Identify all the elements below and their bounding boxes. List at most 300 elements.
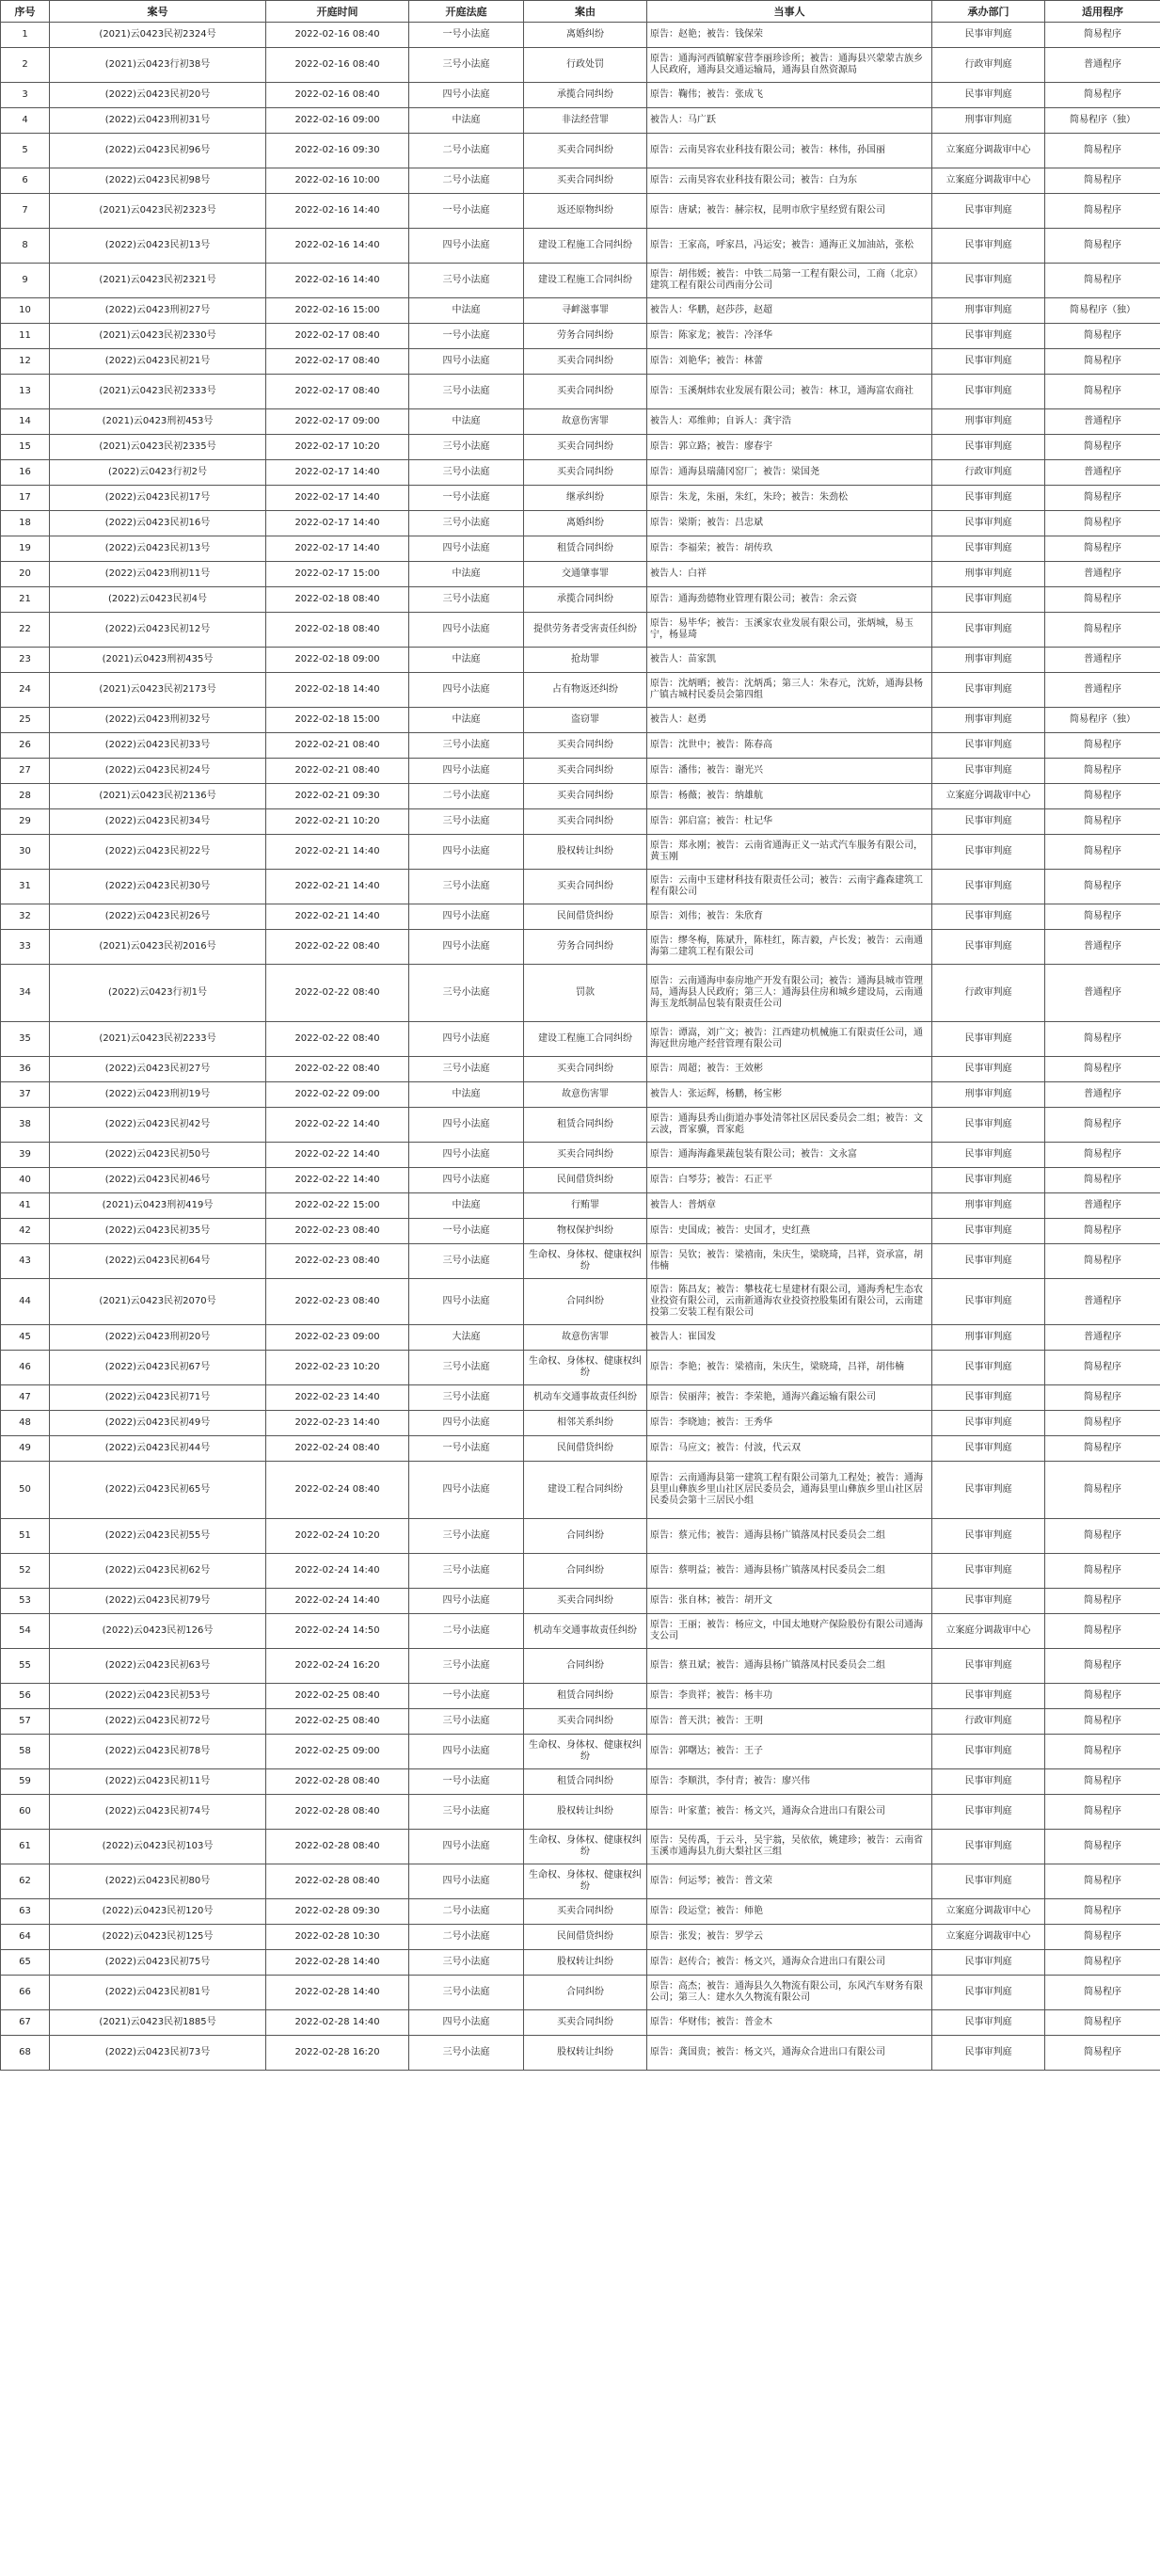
cell-procedure: 简易程序: [1045, 1735, 1160, 1769]
cell-hearing-time: 2022-02-16 08:40: [266, 48, 409, 83]
cell-courtroom: 三号小法庭: [409, 264, 524, 298]
cell-hearing-time: 2022-02-21 14:40: [266, 870, 409, 904]
cell-index: 31: [1, 870, 50, 904]
table-row: [1, 1769, 1160, 1795]
cell-index: 59: [1, 1769, 50, 1795]
cell-department: 民事审判庭: [932, 1554, 1045, 1589]
cell-department: 刑事审判庭: [932, 1325, 1045, 1351]
cell-hearing-time: 2022-02-23 14:40: [266, 1385, 409, 1411]
cell-cause: 买卖合同纠纷: [524, 134, 647, 168]
cell-index: 2: [1, 48, 50, 83]
cell-case-no: (2022)云0423民初62号: [50, 1554, 266, 1589]
cell-index: 22: [1, 613, 50, 648]
cell-parties: 原告：刘艳华；被告：林蕾: [647, 349, 932, 375]
table-row: [1, 1022, 1160, 1057]
cell-case-no: (2021)云0423民初2136号: [50, 784, 266, 809]
table-row: [1, 965, 1160, 1022]
cell-cause: 租赁合同纠纷: [524, 1108, 647, 1143]
cell-cause: 寻衅滋事罪: [524, 298, 647, 324]
cell-index: 68: [1, 2036, 50, 2071]
cell-department: 民事审判庭: [932, 1830, 1045, 1864]
cell-courtroom: 四号小法庭: [409, 1589, 524, 1614]
cell-courtroom: 一号小法庭: [409, 1769, 524, 1795]
cell-hearing-time: 2022-02-17 14:40: [266, 536, 409, 562]
cell-hearing-time: 2022-02-18 08:40: [266, 613, 409, 648]
table-row: [1, 1436, 1160, 1462]
cell-department: 民事审判庭: [932, 486, 1045, 511]
cell-case-no: (2022)云0423行初1号: [50, 965, 266, 1022]
cell-index: 27: [1, 759, 50, 784]
table-row: [1, 1108, 1160, 1143]
cell-case-no: (2021)云0423刑初419号: [50, 1193, 266, 1219]
cell-hearing-time: 2022-02-22 15:00: [266, 1193, 409, 1219]
cell-procedure: 普通程序: [1045, 930, 1160, 965]
cell-department: 民事审判庭: [932, 1649, 1045, 1684]
cell-hearing-time: 2022-02-24 10:20: [266, 1519, 409, 1554]
cell-cause: 合同纠纷: [524, 1976, 647, 2010]
table-row: [1, 511, 1160, 536]
cell-cause: 买卖合同纠纷: [524, 733, 647, 759]
cell-courtroom: 中法庭: [409, 298, 524, 324]
cell-cause: 买卖合同纠纷: [524, 1143, 647, 1168]
cell-courtroom: 四号小法庭: [409, 673, 524, 708]
cell-cause: 生命权、身体权、健康权纠纷: [524, 1864, 647, 1899]
cell-index: 10: [1, 298, 50, 324]
cell-procedure: 简易程序（独）: [1045, 298, 1160, 324]
cell-index: 40: [1, 1168, 50, 1193]
cell-department: 民事审判庭: [932, 835, 1045, 870]
cell-procedure: 普通程序: [1045, 1279, 1160, 1325]
cell-cause: 劳务合同纠纷: [524, 324, 647, 349]
cell-cause: 机动车交通事故责任纠纷: [524, 1385, 647, 1411]
table-row: [1, 1976, 1160, 2010]
cell-department: 民事审判庭: [932, 1864, 1045, 1899]
cell-hearing-time: 2022-02-16 15:00: [266, 298, 409, 324]
cell-parties: 原告：梁斯；被告：吕忠斌: [647, 511, 932, 536]
cell-department: 刑事审判庭: [932, 648, 1045, 673]
table-row: [1, 298, 1160, 324]
cell-index: 53: [1, 1589, 50, 1614]
cell-hearing-time: 2022-02-22 08:40: [266, 965, 409, 1022]
cell-procedure: 简易程序: [1045, 904, 1160, 930]
cell-parties: 原告：李艳；被告：梁禧南，朱庆生，梁晓琦，吕祥，胡伟楠: [647, 1351, 932, 1385]
cell-parties: 原告：郭曙达；被告：王子: [647, 1735, 932, 1769]
cell-department: 民事审判庭: [932, 83, 1045, 108]
cell-cause: 承揽合同纠纷: [524, 83, 647, 108]
table-row: [1, 809, 1160, 835]
cell-cause: 买卖合同纠纷: [524, 435, 647, 460]
cell-hearing-time: 2022-02-25 09:00: [266, 1735, 409, 1769]
cell-parties: 被告人：赵勇: [647, 708, 932, 733]
table-row: [1, 2036, 1160, 2071]
cell-department: 民事审判庭: [932, 1684, 1045, 1709]
cell-procedure: 简易程序: [1045, 511, 1160, 536]
cell-case-no: (2021)云0423刑初453号: [50, 409, 266, 435]
cell-procedure: 普通程序: [1045, 562, 1160, 587]
cell-cause: 抢劫罪: [524, 648, 647, 673]
cell-case-no: (2022)云0423刑初31号: [50, 108, 266, 134]
cell-parties: 原告：朱龙，朱丽，朱红，朱玲；被告：朱劲松: [647, 486, 932, 511]
cell-procedure: 普通程序: [1045, 409, 1160, 435]
cell-hearing-time: 2022-02-18 14:40: [266, 673, 409, 708]
cell-department: 民事审判庭: [932, 349, 1045, 375]
cell-parties: 原告：白琴芬；被告：石正平: [647, 1168, 932, 1193]
cell-parties: 原告：潘伟；被告：谢光兴: [647, 759, 932, 784]
cell-case-no: (2022)云0423民初67号: [50, 1351, 266, 1385]
table-row: [1, 108, 1160, 134]
cell-index: 20: [1, 562, 50, 587]
cell-case-no: (2021)云0423民初2233号: [50, 1022, 266, 1057]
cell-parties: 原告：缪冬梅，陈斌升，陈桂红，陈吉毅，卢长发；被告：云南通海第二建筑工程有限公司: [647, 930, 932, 965]
cell-department: 民事审判庭: [932, 1351, 1045, 1385]
cell-parties: 原告：云南通海县第一建筑工程有限公司第九工程处；被告：通海县里山彝族乡里山社区居民委员会，通海县里山彝族乡里山社区居民委员会第十三居民小组: [647, 1462, 932, 1519]
cell-cause: 故意伤害罪: [524, 1082, 647, 1108]
cell-hearing-time: 2022-02-21 08:40: [266, 733, 409, 759]
cell-courtroom: 中法庭: [409, 562, 524, 587]
cell-department: 立案庭分调裁审中心: [932, 1899, 1045, 1925]
cell-courtroom: 三号小法庭: [409, 460, 524, 486]
cell-case-no: (2022)云0423民初11号: [50, 1769, 266, 1795]
cell-courtroom: 中法庭: [409, 708, 524, 733]
table-row: [1, 1830, 1160, 1864]
cell-index: 25: [1, 708, 50, 733]
cell-case-no: (2022)云0423民初120号: [50, 1899, 266, 1925]
cell-cause: 租赁合同纠纷: [524, 536, 647, 562]
cell-cause: 建设工程施工合同纠纷: [524, 229, 647, 264]
cell-procedure: 简易程序: [1045, 1022, 1160, 1057]
cell-courtroom: 三号小法庭: [409, 2036, 524, 2071]
cell-hearing-time: 2022-02-21 09:30: [266, 784, 409, 809]
cell-hearing-time: 2022-02-24 16:20: [266, 1649, 409, 1684]
cell-cause: 生命权、身体权、健康权纠纷: [524, 1351, 647, 1385]
cell-parties: 原告：谭嵩，刘广文；被告：江西建功机械施工有限责任公司，通海冠世房地产经营管理有限公司: [647, 1022, 932, 1057]
cell-courtroom: 二号小法庭: [409, 168, 524, 194]
cell-procedure: 简易程序: [1045, 1950, 1160, 1976]
cell-cause: 合同纠纷: [524, 1279, 647, 1325]
cell-parties: 原告：李贵祥；被告：杨丰功: [647, 1684, 932, 1709]
cell-parties: 原告：沈炳晒；被告：沈炳禹；第三人：朱春元，沈娇，通海县杨广镇古城村民委员会第四组: [647, 673, 932, 708]
cell-procedure: 简易程序: [1045, 2036, 1160, 2071]
cell-index: 43: [1, 1244, 50, 1279]
cell-procedure: 简易程序: [1045, 375, 1160, 409]
cell-parties: 原告：蔡元伟；被告：通海县杨广镇落凤村民委员会二组: [647, 1519, 932, 1554]
cell-cause: 股权转让纠纷: [524, 2036, 647, 2071]
cell-parties: 原告：陈家龙；被告：冷泽华: [647, 324, 932, 349]
cell-procedure: 简易程序（独）: [1045, 108, 1160, 134]
cell-index: 1: [1, 23, 50, 48]
cell-procedure: 简易程序: [1045, 1769, 1160, 1795]
table-row: [1, 613, 1160, 648]
cell-parties: 原告：玉溪炯炜农业发展有限公司；被告：林卫，通海富农商社: [647, 375, 932, 409]
cell-parties: 原告：龚国贵；被告：杨文兴，通海众合进出口有限公司: [647, 2036, 932, 2071]
cell-department: 民事审判庭: [932, 23, 1045, 48]
cell-cause: 合同纠纷: [524, 1554, 647, 1589]
cell-parties: 原告：李福荣；被告：胡传玖: [647, 536, 932, 562]
cell-procedure: 简易程序: [1045, 835, 1160, 870]
cell-hearing-time: 2022-02-25 08:40: [266, 1709, 409, 1735]
cell-department: 行政审判庭: [932, 965, 1045, 1022]
cell-hearing-time: 2022-02-17 09:00: [266, 409, 409, 435]
col-header-case-no: 案号: [50, 1, 266, 23]
cell-courtroom: 一号小法庭: [409, 194, 524, 229]
cell-hearing-time: 2022-02-22 08:40: [266, 930, 409, 965]
cell-hearing-time: 2022-02-17 08:40: [266, 375, 409, 409]
cell-courtroom: 二号小法庭: [409, 134, 524, 168]
cell-department: 民事审判庭: [932, 587, 1045, 613]
cell-cause: 建设工程施工合同纠纷: [524, 1022, 647, 1057]
cell-parties: 原告：赵传合；被告：杨文兴，通海众合进出口有限公司: [647, 1950, 932, 1976]
cell-cause: 合同纠纷: [524, 1519, 647, 1554]
cell-hearing-time: 2022-02-16 08:40: [266, 83, 409, 108]
cell-department: 刑事审判庭: [932, 108, 1045, 134]
table-row: [1, 1684, 1160, 1709]
cell-hearing-time: 2022-02-17 14:40: [266, 511, 409, 536]
cell-case-no: (2021)云0423民初2173号: [50, 673, 266, 708]
table-row: [1, 23, 1160, 48]
cell-index: 8: [1, 229, 50, 264]
cell-courtroom: 三号小法庭: [409, 435, 524, 460]
cell-courtroom: 三号小法庭: [409, 1057, 524, 1082]
cell-courtroom: 三号小法庭: [409, 1976, 524, 2010]
cell-cause: 民间借贷纠纷: [524, 904, 647, 930]
cell-courtroom: 四号小法庭: [409, 1735, 524, 1769]
table-row: [1, 1385, 1160, 1411]
cell-department: 民事审判庭: [932, 673, 1045, 708]
cell-parties: 原告：吴传禹，于云斗，吴宇翁，吴依依，姚建珍；被告：云南省玉溪市通海县九街大梨社区三组: [647, 1830, 932, 1864]
cell-hearing-time: 2022-02-22 08:40: [266, 1022, 409, 1057]
cell-department: 民事审判庭: [932, 1589, 1045, 1614]
cell-courtroom: 四号小法庭: [409, 930, 524, 965]
cell-case-no: (2022)云0423刑初27号: [50, 298, 266, 324]
table-row: [1, 2010, 1160, 2036]
table-row: [1, 264, 1160, 298]
cell-cause: 买卖合同纠纷: [524, 1057, 647, 1082]
cell-procedure: 简易程序: [1045, 1385, 1160, 1411]
cell-index: 3: [1, 83, 50, 108]
cell-procedure: 普通程序: [1045, 648, 1160, 673]
table-row: [1, 648, 1160, 673]
cell-procedure: 简易程序: [1045, 1709, 1160, 1735]
table-row: [1, 1219, 1160, 1244]
cell-case-no: (2022)云0423民初17号: [50, 486, 266, 511]
cell-cause: 离婚纠纷: [524, 23, 647, 48]
cell-hearing-time: 2022-02-22 14:40: [266, 1143, 409, 1168]
cell-index: 54: [1, 1614, 50, 1649]
cell-procedure: 简易程序: [1045, 83, 1160, 108]
cell-cause: 行贿罪: [524, 1193, 647, 1219]
cell-courtroom: 三号小法庭: [409, 1795, 524, 1830]
cell-index: 9: [1, 264, 50, 298]
cell-parties: 被告人：普炳章: [647, 1193, 932, 1219]
cell-procedure: 简易程序: [1045, 1554, 1160, 1589]
cell-case-no: (2022)云0423刑初19号: [50, 1082, 266, 1108]
table-row: [1, 733, 1160, 759]
cell-cause: 买卖合同纠纷: [524, 460, 647, 486]
table-row: [1, 134, 1160, 168]
cell-index: 34: [1, 965, 50, 1022]
cell-courtroom: 三号小法庭: [409, 1351, 524, 1385]
cell-procedure: 简易程序: [1045, 1864, 1160, 1899]
col-header-courtroom: 开庭法庭: [409, 1, 524, 23]
cell-hearing-time: 2022-02-23 10:20: [266, 1351, 409, 1385]
cell-procedure: 简易程序: [1045, 486, 1160, 511]
cell-courtroom: 三号小法庭: [409, 733, 524, 759]
cell-case-no: (2021)云0423民初2333号: [50, 375, 266, 409]
cell-procedure: 普通程序: [1045, 48, 1160, 83]
cell-index: 62: [1, 1864, 50, 1899]
table-row: [1, 930, 1160, 965]
cell-department: 民事审判庭: [932, 809, 1045, 835]
cell-index: 46: [1, 1351, 50, 1385]
cell-case-no: (2021)云0423民初2324号: [50, 23, 266, 48]
cell-case-no: (2022)云0423刑初32号: [50, 708, 266, 733]
cell-procedure: 简易程序: [1045, 1244, 1160, 1279]
cell-department: 民事审判庭: [932, 1735, 1045, 1769]
cell-hearing-time: 2022-02-24 14:40: [266, 1589, 409, 1614]
cell-parties: 原告：华财伟；被告：普金木: [647, 2010, 932, 2036]
cell-cause: 生命权、身体权、健康权纠纷: [524, 1830, 647, 1864]
cell-parties: 原告：李晓迪；被告：王秀华: [647, 1411, 932, 1436]
cell-procedure: 简易程序: [1045, 1649, 1160, 1684]
cell-hearing-time: 2022-02-21 08:40: [266, 759, 409, 784]
cell-parties: 被告人：张运辉，杨鹏，杨宝彬: [647, 1082, 932, 1108]
cell-parties: 原告：云南昊容农业科技有限公司；被告：林伟，孙国丽: [647, 134, 932, 168]
cell-case-no: (2022)云0423民初21号: [50, 349, 266, 375]
cell-hearing-time: 2022-02-25 08:40: [266, 1684, 409, 1709]
table-row: [1, 1351, 1160, 1385]
table-row: [1, 1462, 1160, 1519]
cell-courtroom: 三号小法庭: [409, 511, 524, 536]
table-row: [1, 460, 1160, 486]
cell-index: 33: [1, 930, 50, 965]
table-row: [1, 1589, 1160, 1614]
cell-department: 立案庭分调裁审中心: [932, 168, 1045, 194]
col-header-parties: 当事人: [647, 1, 932, 23]
cell-cause: 非法经营罪: [524, 108, 647, 134]
cell-parties: 原告：李顺洪，李付青；被告：廖兴伟: [647, 1769, 932, 1795]
cell-case-no: (2022)云0423民初72号: [50, 1709, 266, 1735]
cell-parties: 原告：蔡明益；被告：通海县杨广镇落凤村民委员会二组: [647, 1554, 932, 1589]
cell-parties: 原告：陈昌友；被告：攀枝花七星建材有限公司，通海秀杞生态农业投资有限公司，云南新通海农业投资控股集团有限公司，云南建投第二安装工程有限公司: [647, 1279, 932, 1325]
cell-cause: 提供劳务者受害责任纠纷: [524, 613, 647, 648]
cell-department: 刑事审判庭: [932, 409, 1045, 435]
cell-case-no: (2022)云0423民初26号: [50, 904, 266, 930]
cell-case-no: (2022)云0423民初4号: [50, 587, 266, 613]
cell-case-no: (2022)云0423行初2号: [50, 460, 266, 486]
cell-procedure: 简易程序: [1045, 1462, 1160, 1519]
cell-index: 44: [1, 1279, 50, 1325]
cell-hearing-time: 2022-02-18 09:00: [266, 648, 409, 673]
cell-cause: 故意伤害罪: [524, 409, 647, 435]
cell-index: 36: [1, 1057, 50, 1082]
cell-courtroom: 三号小法庭: [409, 375, 524, 409]
cell-cause: 民间借贷纠纷: [524, 1436, 647, 1462]
table-row: [1, 673, 1160, 708]
cell-hearing-time: 2022-02-21 14:40: [266, 904, 409, 930]
cell-department: 民事审判庭: [932, 1795, 1045, 1830]
cell-parties: 原告：侯丽萍；被告：李荣艳，通海兴鑫运输有限公司: [647, 1385, 932, 1411]
cell-courtroom: 二号小法庭: [409, 1614, 524, 1649]
cell-courtroom: 四号小法庭: [409, 1022, 524, 1057]
cell-hearing-time: 2022-02-28 14:40: [266, 1950, 409, 1976]
cell-hearing-time: 2022-02-28 08:40: [266, 1795, 409, 1830]
cell-department: 民事审判庭: [932, 194, 1045, 229]
cell-hearing-time: 2022-02-24 08:40: [266, 1436, 409, 1462]
cell-hearing-time: 2022-02-18 15:00: [266, 708, 409, 733]
table-row: [1, 1519, 1160, 1554]
cell-parties: 原告：何运琴；被告：普文荣: [647, 1864, 932, 1899]
cell-procedure: 简易程序: [1045, 1436, 1160, 1462]
cell-procedure: 简易程序: [1045, 1219, 1160, 1244]
cell-index: 55: [1, 1649, 50, 1684]
cell-hearing-time: 2022-02-24 14:40: [266, 1554, 409, 1589]
cell-courtroom: 一号小法庭: [409, 1684, 524, 1709]
col-header-hearing-time: 开庭时间: [266, 1, 409, 23]
cell-department: 民事审判庭: [932, 435, 1045, 460]
cell-case-no: (2022)云0423民初126号: [50, 1614, 266, 1649]
cell-department: 民事审判庭: [932, 1950, 1045, 1976]
table-row: [1, 1057, 1160, 1082]
cell-index: 48: [1, 1411, 50, 1436]
cell-procedure: 简易程序: [1045, 1589, 1160, 1614]
cell-index: 38: [1, 1108, 50, 1143]
cell-hearing-time: 2022-02-17 15:00: [266, 562, 409, 587]
cell-department: 民事审判庭: [932, 264, 1045, 298]
cell-parties: 原告：易毕华；被告：玉溪家农业发展有限公司，张炳城，易玉宁，杨显琦: [647, 613, 932, 648]
cell-cause: 买卖合同纠纷: [524, 784, 647, 809]
table-row: [1, 168, 1160, 194]
cell-parties: 原告：叶家董；被告：杨文兴，通海众合进出口有限公司: [647, 1795, 932, 1830]
cell-case-no: (2022)云0423民初103号: [50, 1830, 266, 1864]
cell-cause: 民间借贷纠纷: [524, 1168, 647, 1193]
cell-case-no: (2022)云0423民初75号: [50, 1950, 266, 1976]
cell-cause: 相邻关系纠纷: [524, 1411, 647, 1436]
cell-index: 11: [1, 324, 50, 349]
cell-index: 66: [1, 1976, 50, 2010]
cell-department: 民事审判庭: [932, 1411, 1045, 1436]
cell-index: 39: [1, 1143, 50, 1168]
cell-department: 民事审判庭: [932, 2036, 1045, 2071]
cell-parties: 原告：段运堂；被告：师艳: [647, 1899, 932, 1925]
cell-hearing-time: 2022-02-16 10:00: [266, 168, 409, 194]
cell-cause: 股权转让纠纷: [524, 1950, 647, 1976]
cell-hearing-time: 2022-02-17 08:40: [266, 349, 409, 375]
cell-department: 民事审判庭: [932, 613, 1045, 648]
cell-parties: 原告：通海劲德物业管理有限公司；被告：余云资: [647, 587, 932, 613]
cell-department: 民事审判庭: [932, 1168, 1045, 1193]
cell-courtroom: 四号小法庭: [409, 1830, 524, 1864]
table-row: [1, 1554, 1160, 1589]
cell-case-no: (2022)云0423民初42号: [50, 1108, 266, 1143]
cell-parties: 原告：沈世中；被告：陈春高: [647, 733, 932, 759]
table-row: [1, 1795, 1160, 1830]
cell-courtroom: 一号小法庭: [409, 23, 524, 48]
cell-department: 刑事审判庭: [932, 298, 1045, 324]
cell-procedure: 普通程序: [1045, 1325, 1160, 1351]
cell-case-no: (2022)云0423民初96号: [50, 134, 266, 168]
cell-case-no: (2022)云0423民初34号: [50, 809, 266, 835]
cell-hearing-time: 2022-02-23 08:40: [266, 1244, 409, 1279]
cell-courtroom: 二号小法庭: [409, 1925, 524, 1950]
table-row: [1, 409, 1160, 435]
cell-courtroom: 一号小法庭: [409, 1219, 524, 1244]
cell-courtroom: 四号小法庭: [409, 1143, 524, 1168]
cell-cause: 买卖合同纠纷: [524, 1899, 647, 1925]
cell-index: 52: [1, 1554, 50, 1589]
cell-cause: 买卖合同纠纷: [524, 1589, 647, 1614]
cell-index: 50: [1, 1462, 50, 1519]
table-row: [1, 1709, 1160, 1735]
